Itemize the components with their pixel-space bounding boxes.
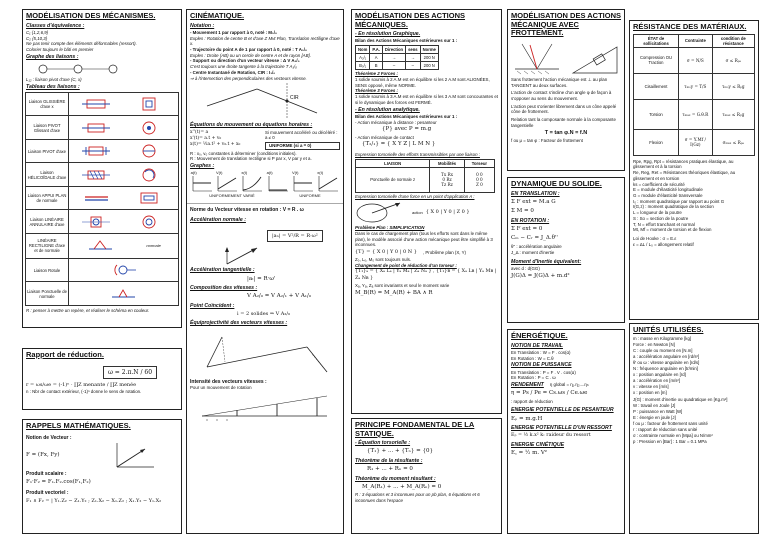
unit-item: θ' ou ω : vitesse angulaire en [rd/s] <box>633 360 700 365</box>
pesanteur-label: - Action mécanique à distance : pesanteur <box>355 119 437 125</box>
liaison-row <box>26 281 178 305</box>
rdm-note: Rpe, Rpg, Rpt = résistances pratiques élastique, au glissement et à la torsion <box>633 158 734 170</box>
liaison-name: Liaison Ponctuelle de normale <box>26 282 69 305</box>
table-row <box>356 167 495 192</box>
unit-item: W : travail en Joule [J] <box>633 402 676 408</box>
mobilites-cell: Tx Rx 0 Rz Tz Rz <box>430 167 464 192</box>
frottement-text: L'action de contact s'incline d'un angle φ de façon à s'opposer au sens du mouvement. <box>511 90 612 102</box>
panel-actions-mecaniques <box>351 9 502 414</box>
ratio-formula: r = ωs/ωe = (-1)ⁿ · ∏Z menante / ∏Z menée <box>26 381 137 388</box>
table-header: Mobilités <box>430 159 464 167</box>
frottement-formula: T = tan φ.N = f.N <box>544 129 588 136</box>
table-header: Nom <box>356 46 370 54</box>
force-diagram <box>352 199 412 225</box>
panel-dynamique <box>507 177 625 323</box>
table-header: P.A. <box>370 46 383 54</box>
coincident-label: Point Coïncident : <box>190 302 235 309</box>
liaison-row <box>26 115 178 139</box>
puissance-line: En Translation : P = F . V . cos(α) <box>511 369 576 375</box>
panel-title: MODÉLISATION DES ACTIONS MÉCANIQUES. <box>355 11 466 29</box>
force-action-label: action <box>412 209 423 215</box>
equation-note: UNIFORME (si a = 0) <box>265 142 340 150</box>
table-header: condition de résistance <box>712 34 754 47</box>
rdm-table <box>633 34 755 156</box>
rdm-note: G = module d'élasticité transversale <box>633 193 703 198</box>
liaison-rotule-symbol <box>69 259 178 282</box>
cinetique-formula: E꜀ = ½ m. V² <box>511 449 547 456</box>
compo-label: Composition des vitesses : <box>190 284 258 291</box>
graph-caption: UNIFORME <box>299 193 321 199</box>
liaison-name: Liaison PIVOT d'axe <box>26 140 69 163</box>
liaison-appui-plan-symbol <box>69 187 178 210</box>
inertie-text: avec d : d(GG) <box>511 266 540 272</box>
panel-rapport-reduction <box>22 348 182 410</box>
liaison-name: Liaison APPUI PLAN de normale <box>26 187 69 210</box>
torseur-cell: 0 0 0 0 Z 0 <box>464 167 494 192</box>
table-row: Cisaillement τₘₒy = T/S τₘₒy ≤ Rₚg <box>634 73 755 99</box>
panel-energetique <box>507 329 625 534</box>
equation-label: - Équation torsorielle : <box>355 440 411 447</box>
bilan-label: Bilan des Actions Mécaniques extérieures sur 1 : <box>355 38 458 44</box>
cir-label: CIR <box>290 95 299 102</box>
ressort-formula: Eₚ = ½ k.x² k: raideur du ressort <box>511 433 591 439</box>
equation-remark: R : Mouvement de translation rectiligne si P par x, V par y et a. <box>190 156 312 162</box>
panel-title: MODÉLISATION DES MÉCANISMES. <box>26 11 156 20</box>
travail-line: En Rotation : W = C.θ <box>511 355 554 361</box>
compo-formula: V A₂/₀ = V A₂/₁ + V A₁/₀ <box>247 293 312 300</box>
unit-item: P : puissance en Watt [W] <box>633 408 683 414</box>
graph-x-uv: x(t) <box>241 170 263 193</box>
liaison-name: Liaison HÉLICOÏDALE d'axe <box>26 163 69 186</box>
contact-torseur: {T₂/₁} = { X Y Z | L M N } <box>362 141 436 148</box>
panel-title: UNITÉS UTILISÉES. <box>633 325 704 334</box>
table-row: Torsion τₘₐₓ = G.θ.R τₘₐₓ ≤ Rₚg <box>634 99 755 129</box>
liaison-lineaire-rectiligne-symbol <box>69 234 178 258</box>
puissance-title: NOTION DE PUISSANCE <box>511 362 572 369</box>
table-header: ÉTAT de sollicitations <box>634 34 679 47</box>
unit-item: a : accélération en [m/s²] <box>633 378 681 384</box>
rdm-note: S : So = section de la poutre <box>633 215 689 221</box>
table-row: A₂/₁ A → → 200 N <box>356 54 439 62</box>
omega-formula: ω = 2.π.N / 60 <box>103 366 157 379</box>
torseur-table <box>355 159 495 193</box>
graph-a-uv: a(t) <box>190 170 197 176</box>
liaison-pivot-symbol <box>69 140 178 163</box>
inertie-title: Moment d'Inertie équivalent: <box>511 259 582 266</box>
unit-item: x : position en [m] <box>633 390 667 396</box>
liaison-pivot-glissant-symbol <box>69 116 178 139</box>
equation-line: x''(t)= a <box>190 129 209 135</box>
force-torseur: { X 0 | Y 0 | Z 0 } <box>425 208 470 215</box>
changement-torseur: {T₁}ₐ = { Xₐ Lₐ | Yₐ Mₐ | Zₐ Nₐ } , {T₁}ʙ = { Xₐ Lʙ | Yₐ Mʙ | Zₐ Nʙ } <box>355 269 497 281</box>
frottement-diagrams <box>508 39 624 77</box>
intensite-diagram <box>187 391 343 421</box>
intensite-sub: Pour un mouvement de rotation <box>190 385 252 391</box>
table-header: sens <box>406 46 421 54</box>
panel-frottement <box>507 9 625 171</box>
panel-pfs <box>351 418 502 534</box>
equiproj-diagram <box>187 327 343 379</box>
contact-label: - Action mécanique de contact <box>355 134 414 140</box>
notation-line: - Trajectoire du point A de 1 par rapport à 0, noté : T A₁/₀ <box>190 47 307 53</box>
ratio-formula: η = Ps / Pe = Cs.ωs / Ce.ωe <box>511 390 588 397</box>
translation-label: EN TRANSLATION : <box>511 190 560 197</box>
vectoriel-formula: F₁ ∧ F₂ = | Y₁.Z₂ − Z₁.Y₂ ; Z₁.X₂ − X₁.Z₂ ; X₁.Y₂ − Y₁.X₂ <box>26 497 162 504</box>
liaison-name: Liaison PIVOT Glissant d'axe <box>26 116 69 139</box>
liaison-row <box>26 209 178 233</box>
pb-title: Problème Plan : SIMPLIFICATION <box>355 225 425 231</box>
rdm-note: Re, Reg, Ret = Résistances théoriques élastique, au glissement et en torsion <box>633 170 736 181</box>
acc-normale-label: Accélération normale : <box>190 217 246 224</box>
cone-frottement-diagram <box>512 39 562 77</box>
unit-item: N : fréquence angulaire en [tr/min] <box>633 366 698 372</box>
equation-line: x(t)= ½a.t² + v₀.t + x₀ <box>190 141 241 147</box>
rdm-note: I₀ : moment quadratique par rapport au point G <box>633 198 725 204</box>
panel-title: RÉSISTANCE DES MATÉRIAUX. <box>633 22 747 31</box>
pesanteur-formula: Eₚ = m.g.H <box>511 415 543 422</box>
table-header: Norme <box>420 46 438 54</box>
panel-title: PRINCIPE FONDAMENTAL DE LA STATIQUE. <box>355 420 475 438</box>
notation-line: - Centre Instantané de Rotation, CIR : I₁/₀ <box>190 69 276 75</box>
notation-line: ⇒ à l'intersection des perpendiculaires des vecteurs vitesse. <box>190 75 307 81</box>
unit-item: p : Pression en [Bar] : 1 Bar = 0.1 MPa <box>633 439 707 445</box>
rotation-formula: Σ F ext = 0 <box>511 225 543 232</box>
liaison-row <box>26 92 178 116</box>
graph-x-u: x(t) <box>317 170 339 193</box>
table-header: Torseur <box>464 159 494 167</box>
equation-line: x'(t)= a.t + v₀ <box>190 135 222 141</box>
moment-formula: M_A(R₁) + ... + M_A(Rₙ) = 0 <box>362 483 442 490</box>
rotation-note: J_Δ : moment d'inertie <box>511 249 555 255</box>
unit-item: E : énergie en joule [J] <box>633 414 676 420</box>
vecteur-diagram <box>109 441 159 471</box>
panel-rappels-mathematiques <box>22 419 182 534</box>
graphe-note: L₁₂ : liaison pivot d'axe (C, x) <box>26 76 82 82</box>
pesanteur-title: ENERGIE POTENTIELLE DE PESANTEUR <box>511 407 614 414</box>
acc-vector-diagram <box>187 244 343 266</box>
graphique-title: - En résolution Graphique. <box>355 31 421 38</box>
graphe-liaisons-diagram <box>23 61 181 77</box>
ressort-title: ENERGIE POTENTIELLE D'UN RESSORT <box>511 425 612 431</box>
theoreme3-text: 1 solide soumis à 3 A.M est en équilibre si les 3 A.M sont concourantes et si le dynamique des forces est FERMÉ. <box>355 94 499 105</box>
notation-line: C'est toujours une droite tangente à la trajectoire T A₁/₀ <box>190 64 297 70</box>
unit-item: r : rapport de réduction sans unité <box>633 427 698 433</box>
rotation-formula: Cₘ − Cᵣ = J_Δ.θ'' <box>511 235 558 242</box>
intensite-label: Intensité des vecteurs vitesses : <box>190 378 267 385</box>
rdm-note: E = module d'élasticité longitudinale <box>633 187 703 193</box>
graph-v-u: V(t) <box>291 170 299 176</box>
ratio-note: : rapport de réduction <box>511 398 553 404</box>
unit-item: f ou μ : facteur de frottement sans unité <box>633 420 708 426</box>
meca-footnote: R : penser à mettre un repère, et réaliser le schéma en couleur. <box>26 307 150 313</box>
liaison-name: Liaison GLISSIÈRE d'axe x <box>26 93 69 116</box>
liaison-ponctuelle-symbol <box>69 282 178 305</box>
liaison-name: LINÉAIRE RECTILIGNE d'axe et de normale <box>26 234 69 258</box>
acc-normale-formula: |aₙ| = V²/R = R·ω² <box>267 230 323 242</box>
notation-line: - Mouvement 1 par rapport à 0, noté : M₁/₀ <box>190 29 277 35</box>
pfs-note: R : 3 équations et 3 inconnues pour un pb plan, 6 équations et 6 inconnues dans l'espace <box>355 492 480 503</box>
rdm-note: ks = coefficient de sécurité <box>633 181 685 187</box>
cir-diagram <box>187 81 343 121</box>
table-row: Compression OU Traction σ = N/S σ ≤ Rₚₑ <box>634 47 755 73</box>
bilan-table <box>355 45 439 70</box>
graph-caption: UNIFORMEMENT VARIÉ <box>209 193 255 199</box>
graph-v-uv: V(t) <box>216 170 238 193</box>
notation-title: Notation : <box>190 22 215 29</box>
rdm-note: I(G,z) : moment quadratique de la section <box>633 204 714 210</box>
equation-remark: R : x₀, v₀ constantes à déterminer (conditions initiales). <box>190 150 297 156</box>
plan-incline-diagram <box>570 39 620 77</box>
hooke-law: Loi de Hooke : σ = E.ε <box>633 236 677 242</box>
torseur-title: Expression torsorielle des efforts transmissibles par une liaison : <box>355 151 480 157</box>
unit-item: Force : en Newton [N] <box>633 341 675 347</box>
liaison-row <box>26 139 178 163</box>
moment-formula: M_B(R) = M_A(R) + BA ∧ R <box>355 290 433 297</box>
acc-tang-formula: |aₜ| = R·ω' <box>247 275 276 282</box>
travail-title: NOTION DE TRAVAIL <box>511 342 563 349</box>
rotation-label: EN ROTATION : <box>511 217 550 224</box>
resultante-label: Théorème de la résultante : <box>355 457 423 464</box>
equation-formula: {T₁} + ... + {Tₙ} = {0} <box>367 448 433 455</box>
classes-line: Ne pas tenir compte des éléments déformables (ressort). <box>26 41 137 47</box>
notation-line: Exples : Rotation de centre B et d'axe Z Mvt Plan, Translation rectiligne d'axe x. <box>190 35 340 47</box>
pb-plan: , Problème plan (X, Y) <box>422 249 467 255</box>
bilan2-label: Bilan des Actions Mécaniques extérieures sur 1 : <box>355 113 458 119</box>
changement-note: Xₐ, Yₐ, Zₐ sont invariants et seul le moment varie <box>355 283 450 289</box>
changement-title: Changement de point de réduction d'un torseur : <box>355 262 457 268</box>
unit-item: σ : contrainte normale en [Mpa] ou N/mm² <box>633 433 713 439</box>
graph-a-u: a(t) <box>266 170 273 176</box>
panel-resistance-materiaux <box>629 20 759 320</box>
equation-note: Si mouvement accéléré ou décéléré : a ≠ 0 <box>265 129 338 141</box>
frottement-text: Relation tant la composante normale à la composante tangentielle <box>511 117 616 128</box>
rdm-note: T, N = effort tranchant et normal <box>633 221 695 227</box>
notation-line: Exples : Droite (AB) ou un cercle de centre A et de rayon [AB]. <box>190 52 311 58</box>
panel-unites <box>629 323 759 534</box>
classes-line: Colorier toujours le bâti en premier <box>26 47 94 53</box>
panel-title: CINÉMATIQUE. <box>190 11 245 20</box>
rendement-title: RENDEMENT <box>511 381 544 388</box>
scalaire-formula: F₁·F₂ = F₁.F₂.cos(F₁,F₂) <box>26 478 91 485</box>
liaisons-table <box>25 92 179 306</box>
equiproj-label: Équiprojectivité des vecteurs vitesses : <box>190 319 288 326</box>
vecteur-label: Notion de Vecteur : <box>26 434 72 441</box>
hooke-law-2: ε = ΔL / L₀ = allongement relatif <box>633 241 694 247</box>
panel-title: ÉNERGÉTIQUE. <box>511 331 568 340</box>
translation-formula: Σ F ext = M.a G <box>511 198 556 205</box>
rotation-note: θ'' : accélération angulaire <box>511 243 562 249</box>
rdm-note: L = longueur de la poutre <box>633 210 682 216</box>
table-header: Direction <box>382 46 405 54</box>
liaison-lineaire-annulaire-symbol <box>69 210 178 233</box>
moment-label: Théorème du moment résultant : <box>355 475 436 482</box>
panel-modelisation-mecanismes <box>22 9 182 328</box>
unit-item: a : accélération angulaire en [rd/s²] <box>633 353 700 359</box>
frottement-note: f ou μ = tan φ : Facteur de frottement <box>511 138 583 144</box>
unit-item: v : vitesse en [m/s] <box>633 384 669 390</box>
classes-title: Classes d'équivalence : <box>26 22 85 29</box>
panel-title: DYNAMIQUE DU SOLIDE. <box>511 179 602 188</box>
table-row: Flexion σ = Y.Mf / I(Gz) σₘₐₓ ≤ Rₚₑ <box>634 129 755 155</box>
pesanteur-formula: {P} avec P = m.g <box>382 126 432 133</box>
rdm-note: Mt, Mf = moment de torsion et de flexion <box>633 227 712 233</box>
puissance-line: En Rotation : P = C . ω <box>511 375 556 381</box>
inertie-formula: J(G)Δ = J(G)Δ + m.d² <box>511 273 570 280</box>
translation-formula: Σ M = 0 <box>511 208 534 215</box>
table-header: LIAISON <box>356 159 430 167</box>
cinetique-title: ENERGIE CINÉTIQUE <box>511 441 565 448</box>
liaison-glissiere-symbol <box>69 93 178 116</box>
theoreme2-text: 1 solide soumis à 2 A.M est en équilibre si les 2 A.M sont ALIGNÉES, SENS opposé, même NORME. <box>355 77 490 88</box>
liaison-name: Liaison Rotule <box>26 259 69 282</box>
scalaire-label: Produit scalaire : <box>26 471 67 478</box>
norme-label: Norme du Vecteur vitesse en rotation : V = R . ω <box>187 203 343 214</box>
graphes-row <box>187 170 343 193</box>
liaison-row <box>26 162 178 186</box>
frottement-text: L'action peut s'orienter librement dans un cône appelé cône de frottement. <box>511 103 617 115</box>
unit-item: m : masse en Kilogramme [kg] <box>633 335 692 341</box>
panel-title: RAPPELS MATHÉMATIQUES. <box>26 421 131 430</box>
pb-torseur: {T} = { X 0 | Y 0 | 0 N } <box>355 249 417 256</box>
coincident-formula: i = 2 solides ⇒ V A₂/₀ <box>237 310 291 317</box>
tableau-title: Tableau des liaisons : <box>26 83 80 90</box>
graphe-title: Graphe des liaisons : <box>26 53 79 60</box>
frottement-text: Sans frottement l'action mécanique est ⊥ au plan TANGENT au deux surfaces. <box>511 76 608 88</box>
unit-item: J(G) : moment d'inertie ou quadratique en [Kg.m²] <box>633 396 728 402</box>
liaison-helicoidale-symbol <box>69 163 178 186</box>
liaison-row <box>26 258 178 282</box>
pb-nulls: Z₀, L₀, M₀ sont toujours nuls. <box>355 256 411 262</box>
table-header: Contrainte <box>679 34 713 47</box>
notation-line: - Support ou direction d'un vecteur vitesse : Δ V A₁/₀ <box>190 58 300 64</box>
table-row: B₃/₁ B – – 200 N <box>356 62 439 70</box>
pb-text: Dans le cas de chargement plan (tous les efforts sont dans le même plan), le modèle associé d'une action mécanique peut être simplifié à 3 inconnues. <box>355 231 493 248</box>
travail-line: En Translation : W = F . cos(α) <box>511 349 571 355</box>
panel-title: Rapport de réduction. <box>26 350 104 359</box>
liaison-row <box>26 233 178 258</box>
unit-item: C : couple ou moment en [N.m] <box>633 347 693 353</box>
analytique-title: - En résolution analytique. <box>355 106 420 113</box>
panel-title: MODÉLISATION DES ACTIONS MÉCANIQUE AVEC FROTTEMENT. <box>511 11 622 38</box>
force-title: Expression torsorielle d'une force en un point d'application A : <box>355 193 475 199</box>
vectoriel-label: Produit vectoriel : <box>26 490 69 497</box>
panel-cinematique <box>186 9 344 534</box>
theoreme2-title: Théorème 2 Forces : <box>355 71 398 77</box>
vecteur-formula: F = (Fx, Fy) <box>26 452 60 459</box>
theoreme3-title: Théorème 3 Forces : <box>355 88 398 94</box>
classes-line: C₁ {1,2,6,9} <box>26 29 49 35</box>
liaison-row <box>26 186 178 210</box>
acc-tang-label: Accélération tangentielle : <box>190 267 255 274</box>
liaison-name: Liaison LINÉAIRE ANNULAIRE d'axe <box>26 210 69 233</box>
unit-item: x : position angulaire en [rd] <box>633 372 686 378</box>
classes-line: C₂ {5,10,3} <box>26 35 48 41</box>
rendement-formula: η global = η₁.η₂....ηₙ <box>549 382 589 388</box>
normale-label: normale <box>146 243 161 249</box>
graphes-title: Graphes : <box>190 163 215 170</box>
resultante-formula: R₁ + ... + Rₙ = 0 <box>367 466 413 473</box>
torseur-row-label: Ponctuelle de normale z <box>356 167 430 192</box>
equations-title: Équations du mouvement ou équations horaires : <box>190 122 313 129</box>
reduction-note: n : Nbr de contact extérieur, (-1)ⁿ donne le sens de rotation. <box>26 389 142 395</box>
